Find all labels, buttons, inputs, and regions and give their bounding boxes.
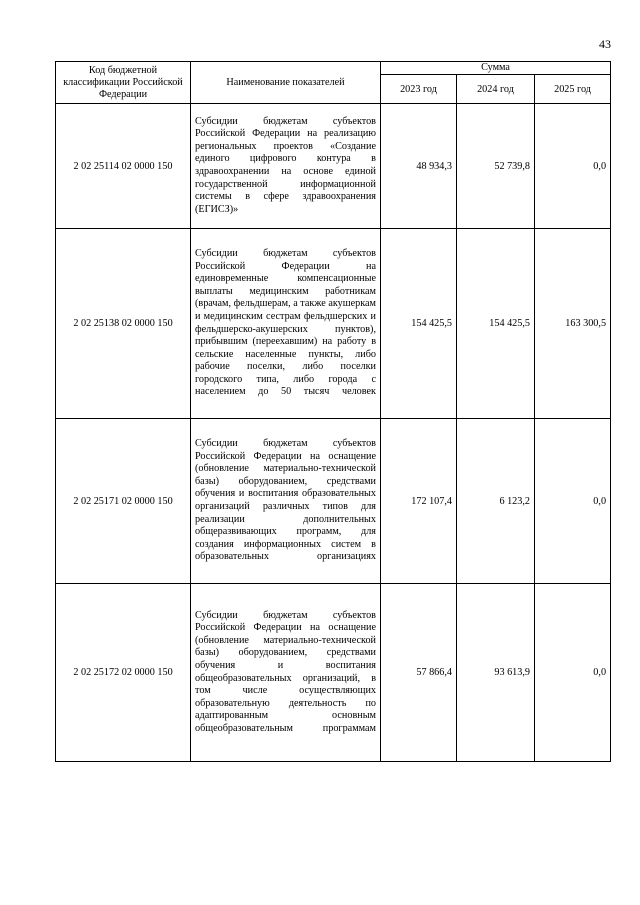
header-name: Наименование показателей — [191, 62, 381, 104]
row-value-2023: 48 934,3 — [381, 104, 457, 229]
row-value-2025: 163 300,5 — [535, 229, 611, 419]
row-value-2025: 0,0 — [535, 104, 611, 229]
table-header-row — [56, 62, 611, 75]
row-name: Субсидии бюджетам субъектов Российской Федерации на единовременные компенсационные выплаты медицинским работникам (врачам, фельдшерам, а также акушеркам и медицинским сестрам фельдшерских и фельдшерско-акушерских пунктов), прибывшим (переехавшим) на работу в сельские населенные пункты, либо рабочие поселки, либо поселки городского типа, либо города с населением до 50 тысяч человек — [191, 229, 381, 419]
row-code: 2 02 25172 02 0000 150 — [56, 584, 191, 762]
row-name: Субсидии бюджетам субъектов Российской Федерации на оснащение (обновление материально-технической базы) оборудованием, средствами обучения и воспитания общеобразовательных организаций, в том числе осуществляющих образовательную деятельность по адаптированным основным общеобразовательным программам — [191, 584, 381, 762]
row-name: Субсидии бюджетам субъектов Российской Федерации на реализацию региональных проектов «Создание единого цифрового контура в здравоохранении на основе единой государственной информационной системы в сфере здравоохранения (ЕГИСЗ)» — [191, 104, 381, 229]
row-code: 2 02 25171 02 0000 150 — [56, 419, 191, 584]
row-value-2023: 154 425,5 — [381, 229, 457, 419]
row-value-2024: 93 613,9 — [457, 584, 535, 762]
row-value-2025: 0,0 — [535, 584, 611, 762]
row-code: 2 02 25138 02 0000 150 — [56, 229, 191, 419]
header-sum: Сумма — [381, 62, 611, 75]
row-value-2024: 52 739,8 — [457, 104, 535, 229]
row-value-2025: 0,0 — [535, 419, 611, 584]
page-number: 43 — [599, 37, 611, 51]
row-name: Субсидии бюджетам субъектов Российской Федерации на оснащение (обновление материально-технической базы) оборудованием, средствами обучения и воспитания образовательных организаций различных типов для реализации дополнительных общеразвивающих программ, для создания информационных систем в образовательных организациях — [191, 419, 381, 584]
header-year-2024: 2024 год — [457, 75, 535, 104]
header-year-2025: 2025 год — [535, 75, 611, 104]
table-row — [56, 229, 611, 419]
row-value-2024: 6 123,2 — [457, 419, 535, 584]
table-row — [56, 419, 611, 584]
header-code: Код бюджетной классификации Российской Федерации — [56, 62, 191, 104]
row-value-2023: 172 107,4 — [381, 419, 457, 584]
header-year-2023: 2023 год — [381, 75, 457, 104]
row-value-2023: 57 866,4 — [381, 584, 457, 762]
table-row — [56, 584, 611, 762]
table-row — [56, 104, 611, 229]
budget-table — [55, 61, 611, 762]
row-code: 2 02 25114 02 0000 150 — [56, 104, 191, 229]
row-value-2024: 154 425,5 — [457, 229, 535, 419]
